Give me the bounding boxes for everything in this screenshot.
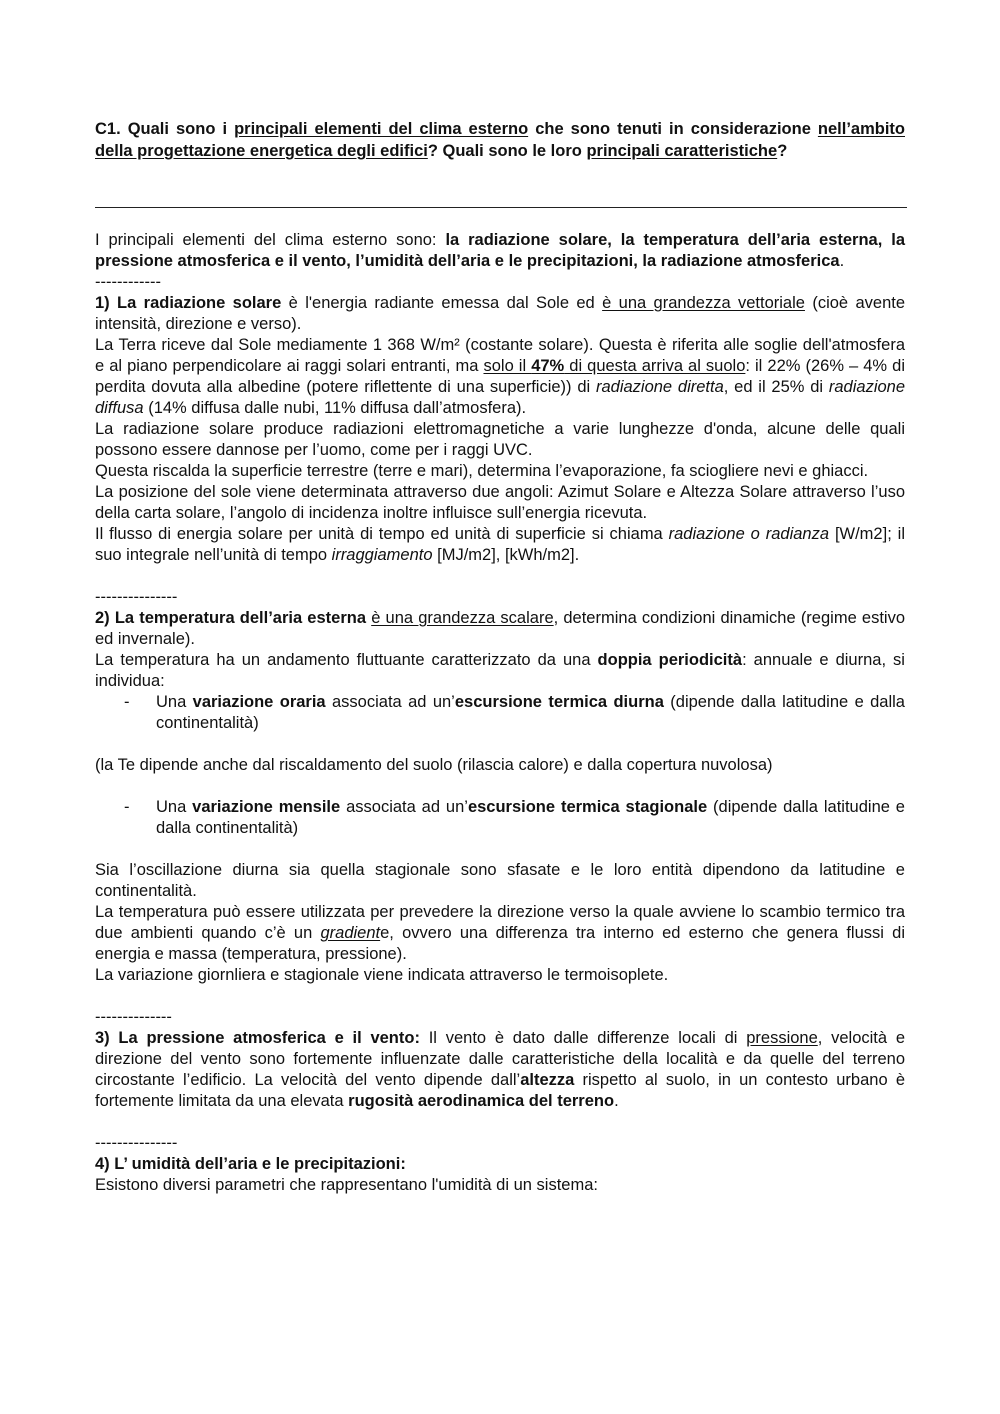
separator: --------------- <box>95 1134 178 1152</box>
section-title: 4) L’ umidità dell’aria e le precipitazioni: <box>95 1155 406 1173</box>
section-title: 3) La pressione atmosferica e il vento: <box>95 1029 420 1047</box>
section-humidity: 4) L’ umidità dell’aria e le precipitazioni: Esistono diversi parametri che rappresentano l'umidità di un sistema: <box>95 1155 598 1194</box>
intro-paragraph: I principali elementi del clima esterno sono: la radiazione solare, la temperatura dell’aria esterna, la pressione atmosferica e il vento, l’umidità dell’aria e le precipitazioni, la radiazione atmosferica. <box>95 231 905 270</box>
bullet-dash: - <box>124 798 130 816</box>
list-item: - Una variazione oraria associata ad un’escursione termica diurna (dipende dalla latitudine e dalla continentalità) <box>95 692 905 734</box>
section-title: 1) La radiazione solare <box>95 294 282 312</box>
question-heading: C1. Quali sono i principali elementi del clima esterno che sono tenuti in considerazione nell’ambito della progettazione energetica degli edifici? Quali sono le loro principali caratteristiche? <box>95 120 905 160</box>
list-item: - Una variazione mensile associata ad un’escursione termica stagionale (dipende dalla latitudine e dalla continentalità) <box>95 797 905 839</box>
separator: --------------- <box>95 588 178 606</box>
section-title: 2) La temperatura dell’aria esterna <box>95 609 367 627</box>
section-pressure-wind: 3) La pressione atmosferica e il vento: Il vento è dato dalle differenze locali di pressione, velocità e direzione del vento sono fortemente influenzate dalle caratteristiche della località e da quelle del terreno circostante l’edificio. La velocità del vento dipende dall’altezza rispetto al suolo, in un contesto urbano è fortemente limitata da una elevata rugosità aerodinamica del terreno. <box>95 1029 906 1110</box>
section-solar-radiation: 1) La radiazione solare è l'energia radiante emessa dal Sole ed è una grandezza vettoriale (cioè avente intensità, direzione e verso). La Terra riceve dal Sole mediamente 1 368 W/m² (costante solare). Questa è riferita alle soglie dell'atmosfera e al piano perpendicolare ai raggi solari entranti, ma solo il 47% di questa arriva al suolo: il 22% (26% – 4% di perdita dovuta alla albedine (potere riflettente di una superficie)) di radiazione diretta, ed il 25% di radiazione diffusa (14% diffusa dalle nubi, 11% diffusa dall’atmosfera). La radiazione solare produce radiazioni elettromagnetiche a varie lunghezze d'onda, alcune delle quali possono essere dannose per l’uomo, come per i raggi UVC. Questa riscalda la superficie terrestre (terre e mari), determina l’evaporazione, fa sciogliere nevi e ghiacci. La posizione del sole viene determinata attraverso due angoli: Azimut Solare e Altezza Solare attraverso l’uso della carta solare, l’angolo di incidenza inoltre influisce sull’energia ricevuta. Il flusso di energia solare per unità di tempo ed unità di superficie si chiama radiazione o radianza [W/m2]; il suo integrale nell’unità di tempo irraggiamento [MJ/m2], [kWh/m2]. <box>95 294 906 564</box>
section-air-temperature: 2) La temperatura dell’aria esterna è una grandezza scalare, determina condizioni dinamiche (regime estivo ed invernale). La temperatura ha un andamento fluttuante caratterizzato da una doppia periodicità: annuale e diurna, si individua: - Una variazione oraria associata ad un’escursione termica diurna (dipende dalla latitudine e dalla continentalità) (la Te dipende anche dal riscaldamento del suolo (rilascia calore) e dalla copertura nuvolosa) - Una variazione mensile associata ad un’escursione termica stagionale (dipende dalla latitudine e dalla continentalità) Sia l’oscillazione diurna sia quella stagionale sono sfasate e le loro entità dipendono da latitudine e continentalità. La temperatura può essere utilizzata per prevedere la direzione verso la quale avviene lo scambio termico tra due ambienti quando c’è un gradiente, ovvero una differenza tra interno ed esterno che genera flussi di energia e massa (temperatura, pressione). La variazione giornliera e stagionale viene indicata attraverso le termoisoplete. <box>95 609 906 984</box>
answer-body <box>95 230 905 1196</box>
bullet-dash: - <box>124 693 130 711</box>
separator: -------------- <box>95 1008 172 1026</box>
separator: ------------ <box>95 273 161 291</box>
horizontal-rule <box>95 207 907 208</box>
